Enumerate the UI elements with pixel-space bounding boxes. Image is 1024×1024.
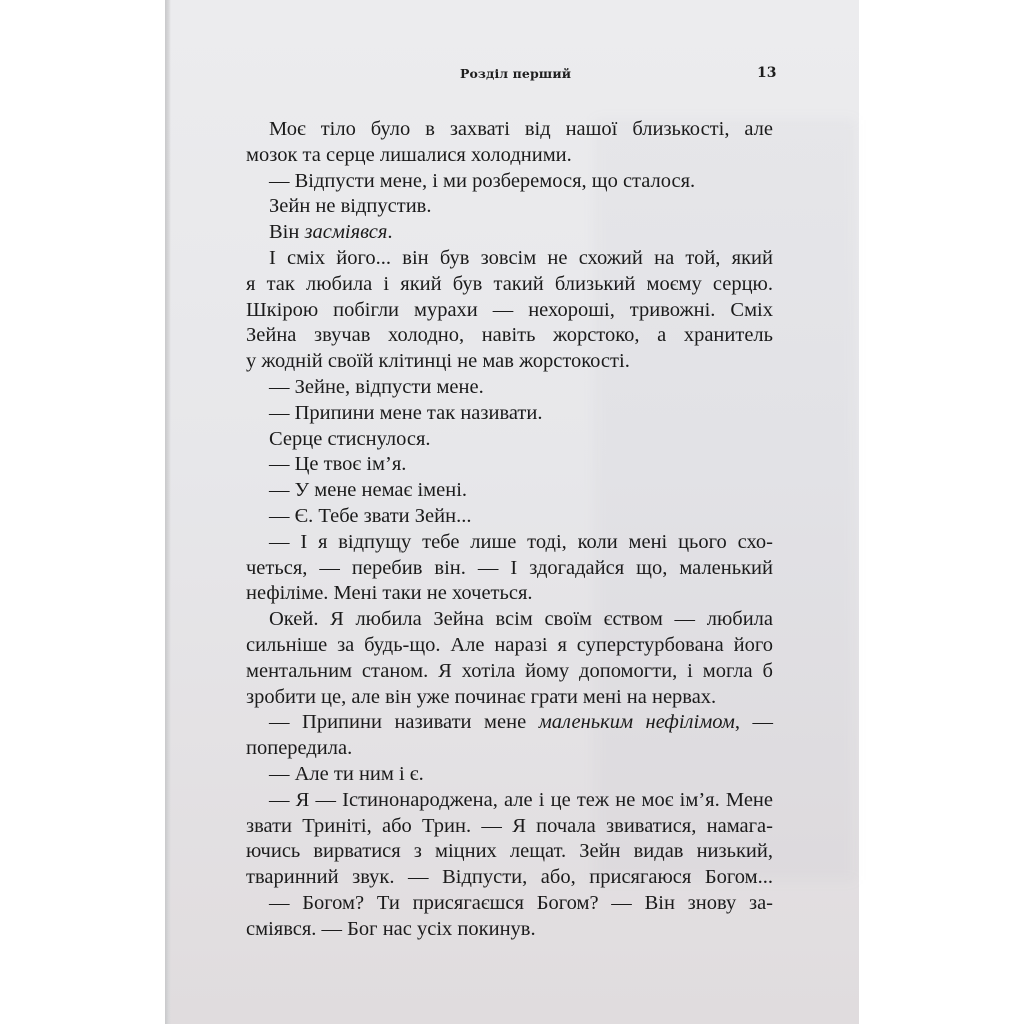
text-line: Серце стиснулося. xyxy=(269,427,431,450)
book-page xyxy=(165,0,859,1024)
text-line: попередила. xyxy=(246,737,353,760)
text-line: Окей. Я любила Зейна всім своїм єством — любила xyxy=(269,608,773,631)
text-line: зробити це, але він уже починає грати мені на нервах. xyxy=(246,685,717,708)
chapter-running-title: Розділ перший xyxy=(460,66,572,81)
text-line xyxy=(246,710,773,736)
text-line: у жодній своїй клітинці не мав жорстокості. xyxy=(246,350,630,373)
text-segment: Він xyxy=(269,221,305,244)
text-line: ючись вирватися з міцних лещат. Зейн видав низький, xyxy=(246,840,773,863)
italic-emphasis: засміявся xyxy=(304,221,388,244)
text-line: Зейн не відпустив. xyxy=(269,195,432,218)
text-line: Зейна звучав холодно, навіть жорстоко, а хранитель xyxy=(246,324,773,347)
text-line: сміявся. — Бог нас усіх покинув. xyxy=(246,917,536,940)
text-line: сильніше за будь-що. Але наразі я суперстурбована його xyxy=(246,633,773,656)
text-line: — Я — Істинонароджена, але і це теж не моє ім’я. Мене xyxy=(269,788,773,811)
text-line: — Богом? Ти присягаєшся Богом? — Він знову за- xyxy=(269,891,773,914)
text-line: ментальним станом. Я хотіла йому допомогти, і могла б xyxy=(246,659,773,682)
text-line: четься, — перебив він. — І здогадайся що, маленький xyxy=(246,556,773,579)
text-line xyxy=(246,220,773,246)
text-line: нефіліме. Мені таки не хочеться. xyxy=(246,582,533,605)
running-header xyxy=(165,66,859,88)
text-line: я так любила і який був такий близький моєму серцю. xyxy=(246,272,773,295)
text-line: — Є. Тебе звати Зейн... xyxy=(269,504,472,527)
text-line: І сміх його... він був зовсім не схожий на той, який xyxy=(269,246,773,269)
text-segment: . xyxy=(387,221,393,244)
text-line: звати Триніті, або Трин. — Я почала звиватися, намага- xyxy=(246,814,773,837)
italic-emphasis: маленьким нефілімом xyxy=(538,711,735,734)
text-line: Шкірою побігли мурахи — нехороші, тривожні. Сміх xyxy=(246,298,773,321)
text-line: Моє тіло було в захваті від нашої близькості, але xyxy=(269,118,773,140)
body-text xyxy=(246,117,773,943)
text-line: — Але ти ним і є. xyxy=(269,762,424,785)
text-line: — У мене немає імені. xyxy=(269,479,468,502)
text-line: — Відпусти мене, і ми розберемося, що сталося. xyxy=(269,169,696,192)
text-line: — Це твоє ім’я. xyxy=(269,453,407,476)
page-number: 13 xyxy=(757,65,777,81)
text-segment: — Припини називати мене xyxy=(269,711,539,734)
text-line: — Припини мене так називати. xyxy=(269,401,543,424)
text-line: — Зейне, відпусти мене. xyxy=(269,375,484,398)
text-line: тваринний звук. — Відпусти, або, присягаюся Богом... xyxy=(246,866,773,889)
page-edge-shadow xyxy=(165,0,171,1024)
text-line: — І я відпущу тебе лише тоді, коли мені цього схо- xyxy=(269,530,773,553)
text-segment: , — xyxy=(734,711,773,734)
text-line: мозок та серце лишалися холодними. xyxy=(246,143,572,166)
